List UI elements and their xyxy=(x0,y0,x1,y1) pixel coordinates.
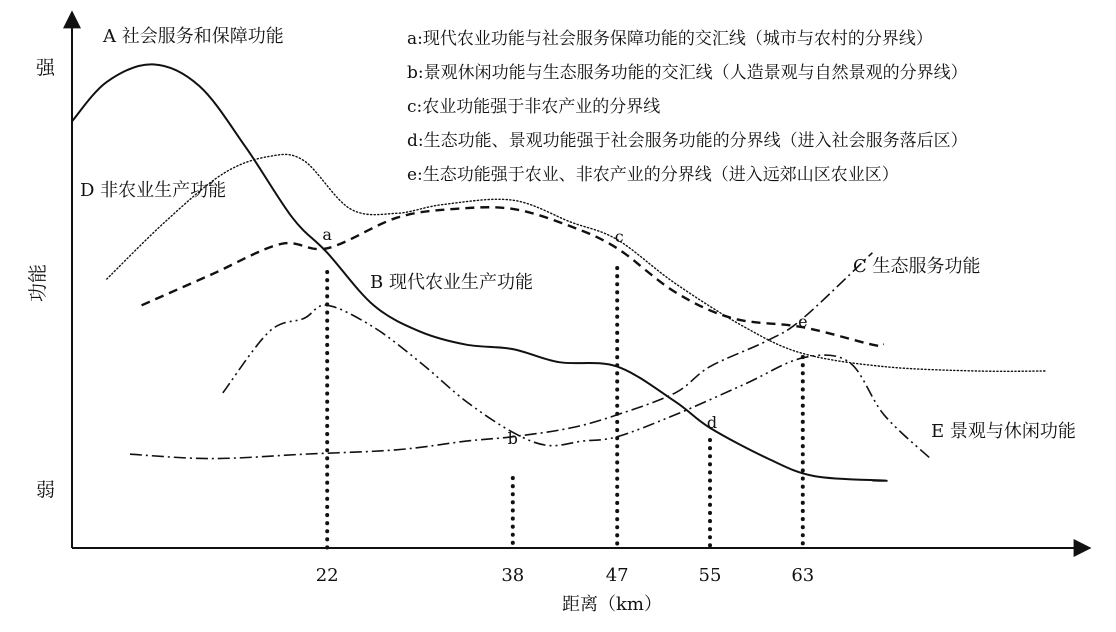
x-tick-63: 63 xyxy=(791,565,815,586)
series-label-a: A 社会服务和保障功能 xyxy=(103,26,284,47)
x-axis-label: 距离（km） xyxy=(562,594,662,615)
note-d: d:生态功能、景观功能强于社会服务功能的分界线（进入社会服务落后区） xyxy=(407,131,968,151)
x-tick-47: 47 xyxy=(605,565,629,586)
boundary-label-d: d xyxy=(706,413,718,432)
series-label-e: E 景观与休闲功能 xyxy=(931,421,1076,442)
y-tick-strong: 强 xyxy=(36,57,56,79)
series-label-c: C 生态服务功能 xyxy=(853,256,981,277)
y-axis-label: 功能 xyxy=(27,263,49,303)
series-label-d: D 非农业生产功能 xyxy=(80,180,227,201)
note-a: a:现代农业功能与社会服务保障功能的交汇线（城市与农村的分界线） xyxy=(407,29,933,49)
note-b: b:景观休闲功能与生态服务功能的交汇线（人造景观与自然景观的分界线） xyxy=(407,63,968,83)
note-e: e:生态功能强于农业、非农产业的分界线（进入远郊山区农业区） xyxy=(407,165,899,185)
boundary-label-b: b xyxy=(507,429,518,448)
x-tick-38: 38 xyxy=(501,565,525,586)
note-c: c:农业功能强于非农产业的分界线 xyxy=(407,97,661,117)
y-tick-weak: 弱 xyxy=(36,479,56,501)
boundary-label-e: e xyxy=(798,312,808,331)
boundary-label-a: a xyxy=(322,225,332,244)
x-tick-55: 55 xyxy=(698,565,722,586)
x-tick-22: 22 xyxy=(315,565,339,586)
series-label-b: B 现代农业生产功能 xyxy=(370,272,533,293)
boundary-label-c: c xyxy=(614,227,624,246)
